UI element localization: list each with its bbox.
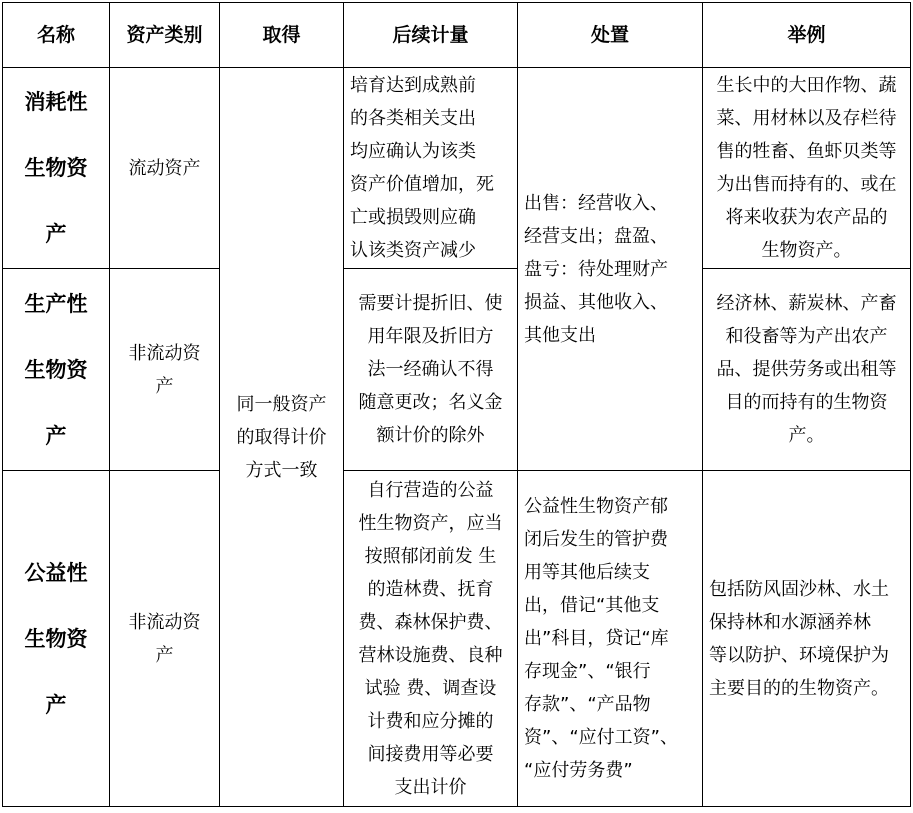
shared-acquisition-cell: 同一般资产 的取得计价 方式一致 <box>220 68 344 807</box>
table-row-public-welfare <box>3 471 911 807</box>
row-example-productive: 经济林、薪炭林、产畜 和役畜等为产出农产 品、提供劳务或出租等 目的而持有的生物资 产。 <box>703 269 911 471</box>
row-measurement-productive: 需要计提折旧、使 用年限及折旧方 法一经确认不得 随意更改；名义金 额计价的除外 <box>344 269 518 471</box>
row-example-consumable: 生长中的大田作物、蔬 菜、用材林以及存栏待 售的牲畜、鱼虾贝类等 为出售而持有的、或在 将来收获为农产品的 生物资产。 <box>703 68 911 269</box>
header-name: 名称 <box>3 3 110 68</box>
table-header-row <box>3 3 911 68</box>
biological-assets-table <box>2 2 911 807</box>
row-example-public-welfare: 包括防风固沙林、水土 保持林和水源涵养林 等以防护、环境保护为 主要目的的生物资产。 <box>703 471 911 807</box>
row-category-productive: 非流动资 产 <box>110 269 220 471</box>
row-category-consumable: 流动资产 <box>110 68 220 269</box>
row-measurement-public-welfare: 自行营造的公益 性生物资产，应当 按照郁闭前发 生 的造林费、抚育 费、森林保护费、 营林设施费、良种 试验 费、调查设 计费和应分摊的 间接费用等必要 支出计价 <box>344 471 518 807</box>
header-category: 资产类别 <box>110 3 220 68</box>
header-measurement: 后续计量 <box>344 3 518 68</box>
row-name-consumable: 消耗性 生物资 产 <box>3 68 110 269</box>
row-category-public-welfare: 非流动资 产 <box>110 471 220 807</box>
row-name-public-welfare: 公益性 生物资 产 <box>3 471 110 807</box>
row-name-productive: 生产性 生物资 产 <box>3 269 110 471</box>
table-row-productive <box>3 269 911 471</box>
header-disposal: 处置 <box>518 3 703 68</box>
shared-disposal-cell: 出售：经营收入、 经营支出；盘盈、 盘亏：待处理财产 损益、其他收入、 其他支出 <box>518 68 703 471</box>
table-row-consumable <box>3 68 911 269</box>
header-example: 举例 <box>703 3 911 68</box>
row-disposal-public-welfare: 公益性生物资产郁 闭后发生的管护费 用等其他后续支 出，借记“其他支 出”科目，贷记“库 存现金”、“银行 存款”、“产品物 资”、“应付工资”、 “应付劳务费” <box>518 471 703 807</box>
header-acquisition: 取得 <box>220 3 344 68</box>
row-measurement-consumable: 培育达到成熟前 的各类相关支出 均应确认为该类 资产价值增加，死 亡或损毁则应确 认该类资产减少 <box>344 68 518 269</box>
